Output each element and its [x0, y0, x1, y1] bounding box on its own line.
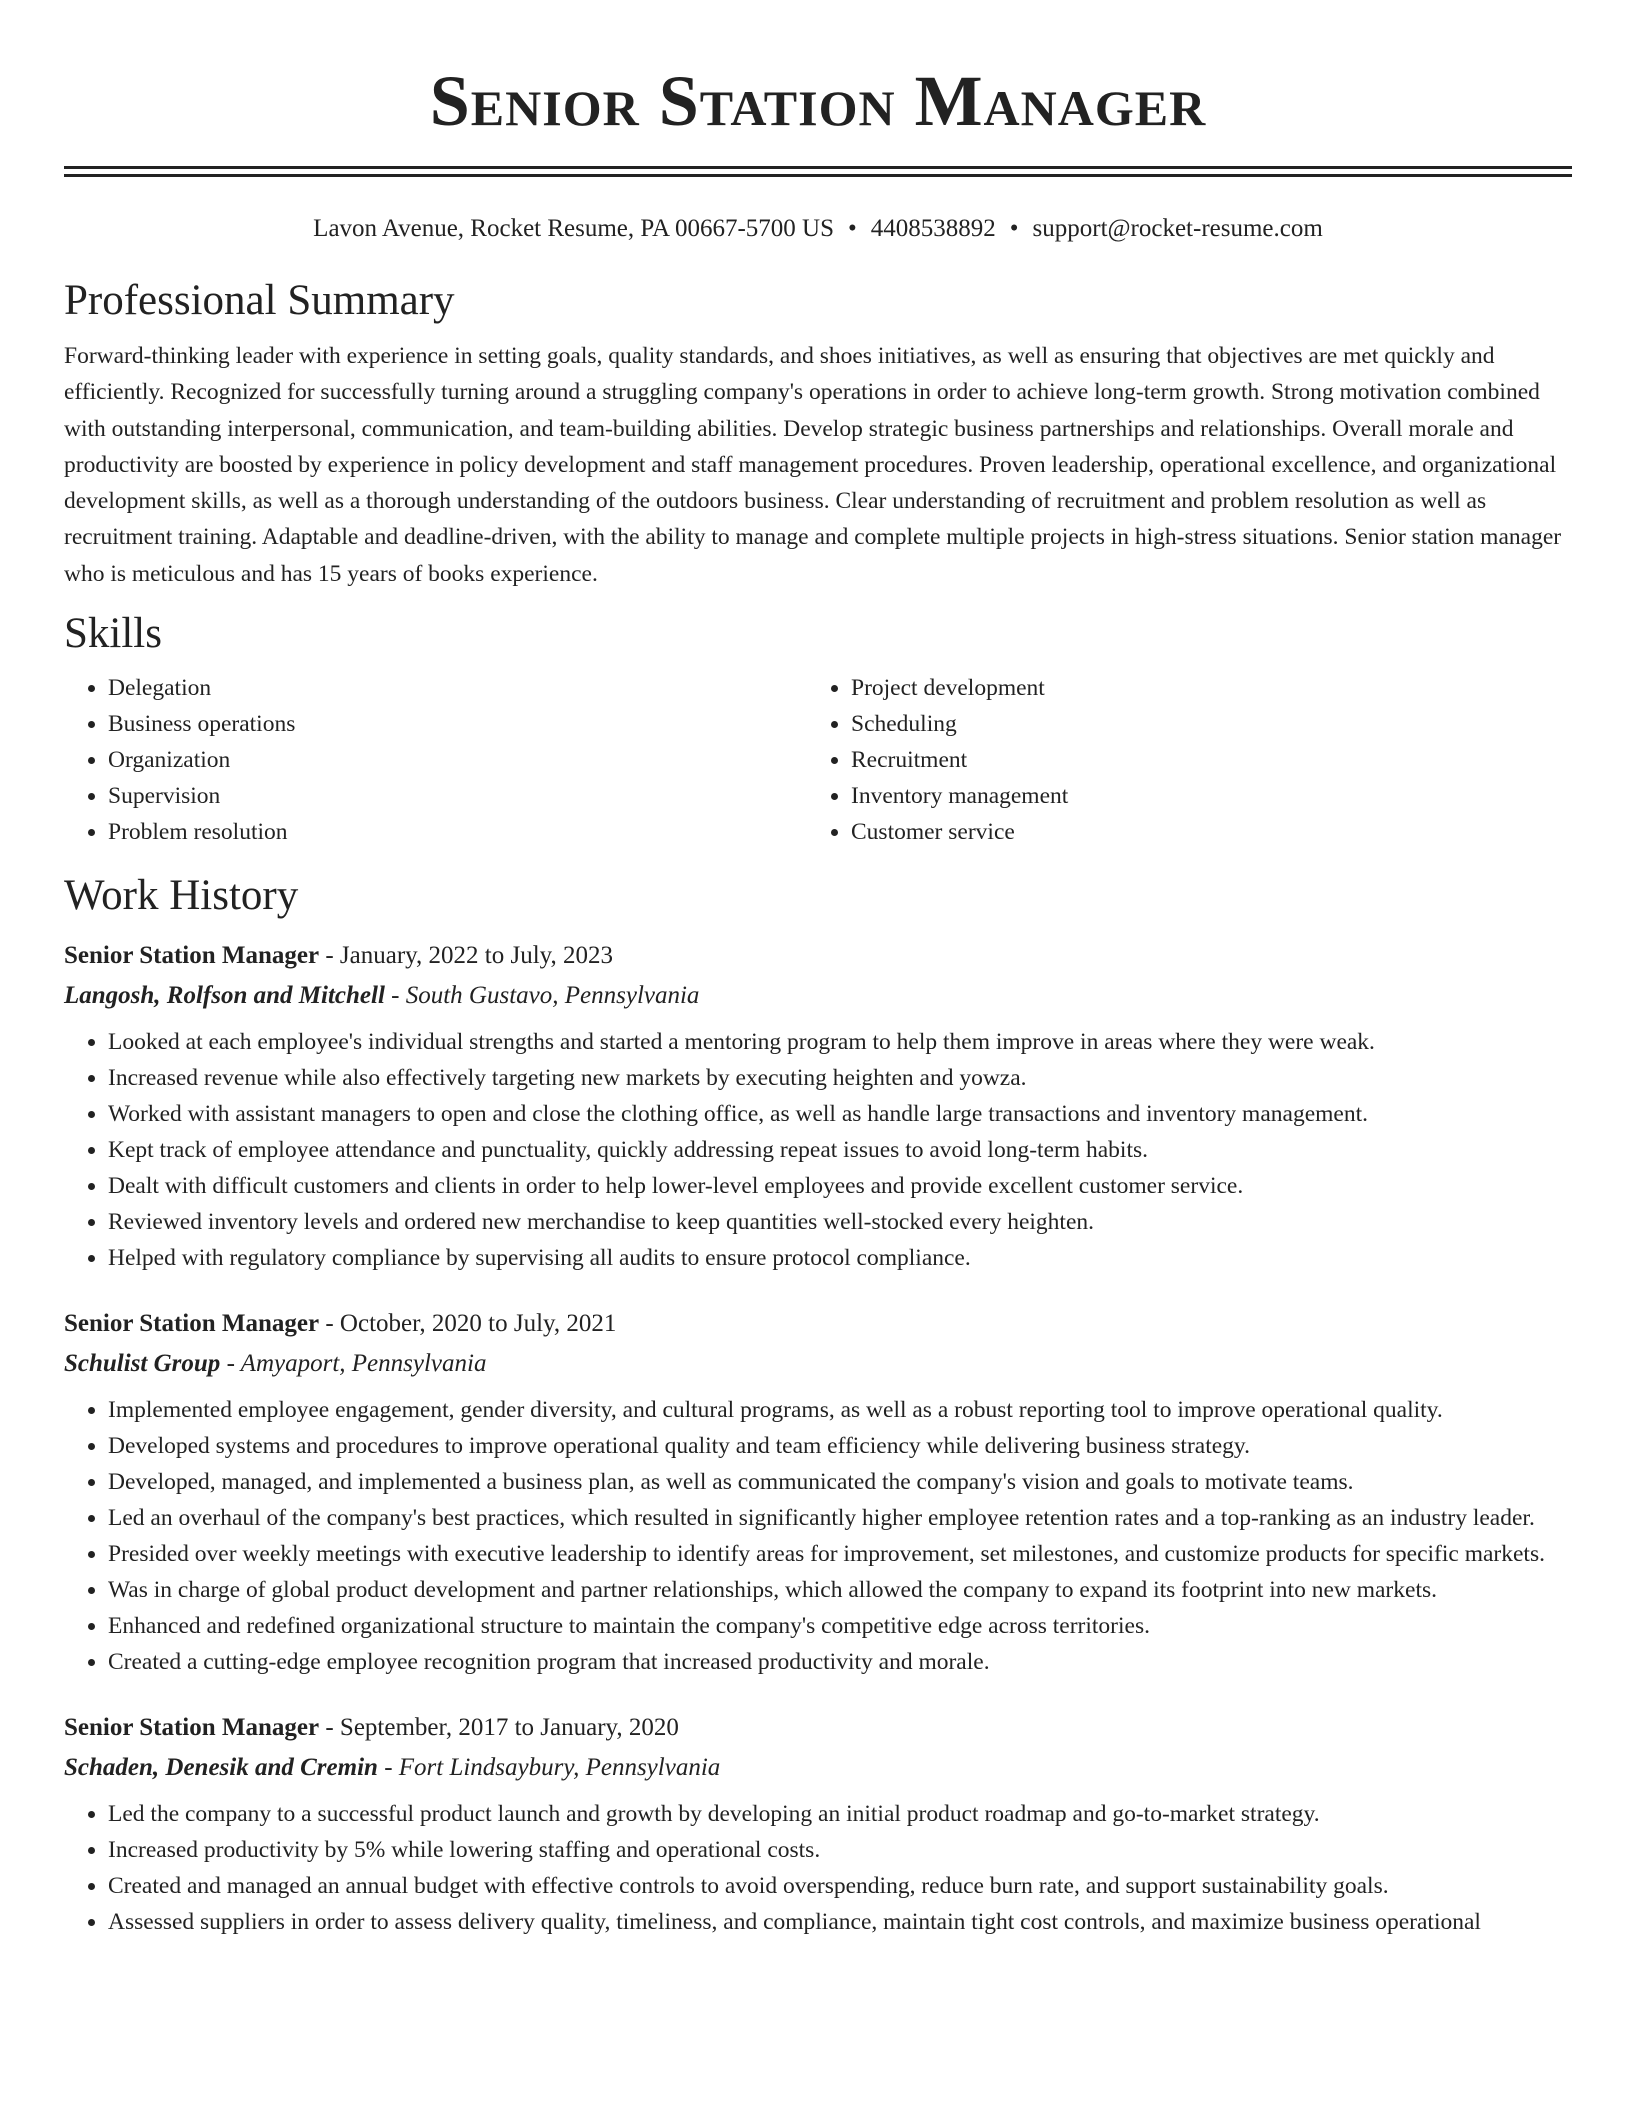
duty-item: • Developed, managed, and implemented a business plan, as well as communicated the company's vision and goals to motivate teams.: [108, 1464, 1572, 1500]
contact-address: Lavon Avenue, Rocket Resume, PA 00667-5700 US: [313, 215, 834, 242]
duty-item: • Was in charge of global product development and partner relationships, which allowed the company to expand its footprint into new markets.: [108, 1572, 1572, 1608]
job-title-line: [64, 1708, 1572, 1748]
duty-item: • Increased revenue while also effectively targeting new markets by executing heighten and yowza.: [108, 1060, 1572, 1096]
job-entry: [64, 936, 1572, 1276]
duty-item: • Assessed suppliers in order to assess delivery quality, timeliness, and compliance, maintain tight cost controls, and maximize business operational: [108, 1904, 1572, 1940]
duty-item: • Presided over weekly meetings with executive leadership to identify areas for improvement, set milestones, and customize products for specific markets.: [108, 1536, 1572, 1572]
job-location: - Fort Lindsaybury, Pennsylvania: [377, 1754, 721, 1782]
job-company-line: [64, 1344, 1572, 1384]
job-entry: [64, 1304, 1572, 1680]
job-company-line: [64, 976, 1572, 1016]
job-location: - Amyaport, Pennsylvania: [220, 1350, 487, 1378]
job-duties: [64, 1024, 1572, 1276]
job-duties: [64, 1796, 1572, 1940]
skill-item: • Inventory management: [851, 778, 1550, 814]
duty-item: • Helped with regulatory compliance by supervising all audits to ensure protocol compliance.: [108, 1240, 1572, 1276]
skill-item: • Problem resolution: [108, 814, 807, 850]
summary-text: Forward-thinking leader with experience in setting goals, quality standards, and shoes initiatives, as well as ensuring that objectives are met quickly and efficiently. Recognized for successfully turning around a struggling company's operations in order to achieve long-term growth. Strong motivation combined with outstanding interpersonal, communication, and team-building abilities. Develop strategic business partnerships and relationships. Overall morale and productivity are boosted by experience in policy development and staff management procedures. Proven leadership, operational excellence, and organizational development skills, as well as a thorough understanding of the outdoors business. Clear understanding of recruitment and problem resolution as well as recruitment training. Adaptable and deadline-driven, with the ability to manage and complete multiple projects in high-stress situations. Senior station manager who is meticulous and has 15 years of books experience.: [64, 343, 1562, 587]
skill-item: • Project development: [851, 670, 1550, 706]
job-dates: - September, 2017 to January, 2020: [319, 1714, 679, 1742]
contact-separator: •: [847, 215, 857, 242]
section-heading-summary: Professional Summary: [64, 277, 455, 324]
title-divider-thin: [64, 174, 1572, 177]
duty-item: • Created and managed an annual budget with effective controls to avoid overspending, reduce burn rate, and support sustainability goals.: [108, 1868, 1572, 1904]
section-heading-skills: Skills: [64, 610, 162, 658]
skills-list: [64, 670, 1572, 850]
skill-item: • Recruitment: [851, 742, 1550, 778]
job-dates: - October, 2020 to July, 2021: [319, 1310, 617, 1338]
duty-item: • Developed systems and procedures to improve operational quality and team efficiency while delivering business strategy.: [108, 1428, 1572, 1464]
skill-item: • Business operations: [108, 706, 807, 742]
duty-item: • Looked at each employee's individual strengths and started a mentoring program to help them improve in areas where they were weak.: [108, 1024, 1572, 1060]
skills-column-right: [807, 670, 1550, 850]
contact-line: [64, 213, 1572, 245]
duty-item: • Led the company to a successful product launch and growth by developing an initial product roadmap and go-to-market strategy.: [108, 1796, 1572, 1832]
duty-item: • Created a cutting-edge employee recognition program that increased productivity and morale.: [108, 1644, 1572, 1680]
duty-item: • Enhanced and redefined organizational structure to maintain the company's competitive edge across territories.: [108, 1608, 1572, 1644]
job-dates: - January, 2022 to July, 2023: [319, 942, 614, 970]
duty-item: • Kept track of employee attendance and punctuality, quickly addressing repeat issues to avoid long-term habits.: [108, 1132, 1572, 1168]
skill-item: • Customer service: [851, 814, 1550, 850]
resume-page: [64, 0, 1572, 1940]
job-title: Senior Station Manager: [64, 942, 320, 970]
contact-phone: 4408538892: [870, 215, 996, 242]
job-title-line: [64, 1304, 1572, 1344]
skills-column-left: [64, 670, 807, 850]
job-title: Senior Station Manager: [64, 1714, 320, 1742]
duty-item: • Led an overhaul of the company's best practices, which resulted in significantly higher employee retention rates and a top-ranking as an industry leader.: [108, 1500, 1572, 1536]
resume-title: Senior Station Manager: [429, 61, 1207, 141]
title-divider-thick: [64, 166, 1572, 169]
job-company: Schulist Group: [64, 1350, 221, 1378]
duty-item: • Reviewed inventory levels and ordered new merchandise to keep quantities well-stocked every heighten.: [108, 1204, 1572, 1240]
section-heading-work-history: Work History: [64, 872, 299, 920]
skill-item: • Organization: [108, 742, 807, 778]
contact-separator: •: [1009, 215, 1019, 242]
job-company: Schaden, Denesik and Cremin: [64, 1754, 378, 1782]
skill-item: • Scheduling: [851, 706, 1550, 742]
job-company: Langosh, Rolfson and Mitchell: [64, 982, 385, 1010]
skill-item: • Delegation: [108, 670, 807, 706]
duty-item: • Increased productivity by 5% while lowering staffing and operational costs.: [108, 1832, 1572, 1868]
contact-email: support@rocket-resume.com: [1032, 215, 1323, 242]
job-company-line: [64, 1748, 1572, 1788]
job-title-line: [64, 936, 1572, 976]
duty-item: • Dealt with difficult customers and clients in order to help lower-level employees and provide excellent customer service.: [108, 1168, 1572, 1204]
job-duties: [64, 1392, 1572, 1680]
job-location: - South Gustavo, Pennsylvania: [384, 982, 700, 1010]
job-entry: [64, 1708, 1572, 1940]
skill-item: • Supervision: [108, 778, 807, 814]
duty-item: • Implemented employee engagement, gender diversity, and cultural programs, as well as a robust reporting tool to improve operational quality.: [108, 1392, 1572, 1428]
duty-item: • Worked with assistant managers to open and close the clothing office, as well as handle large transactions and inventory management.: [108, 1096, 1572, 1132]
job-title: Senior Station Manager: [64, 1310, 320, 1338]
